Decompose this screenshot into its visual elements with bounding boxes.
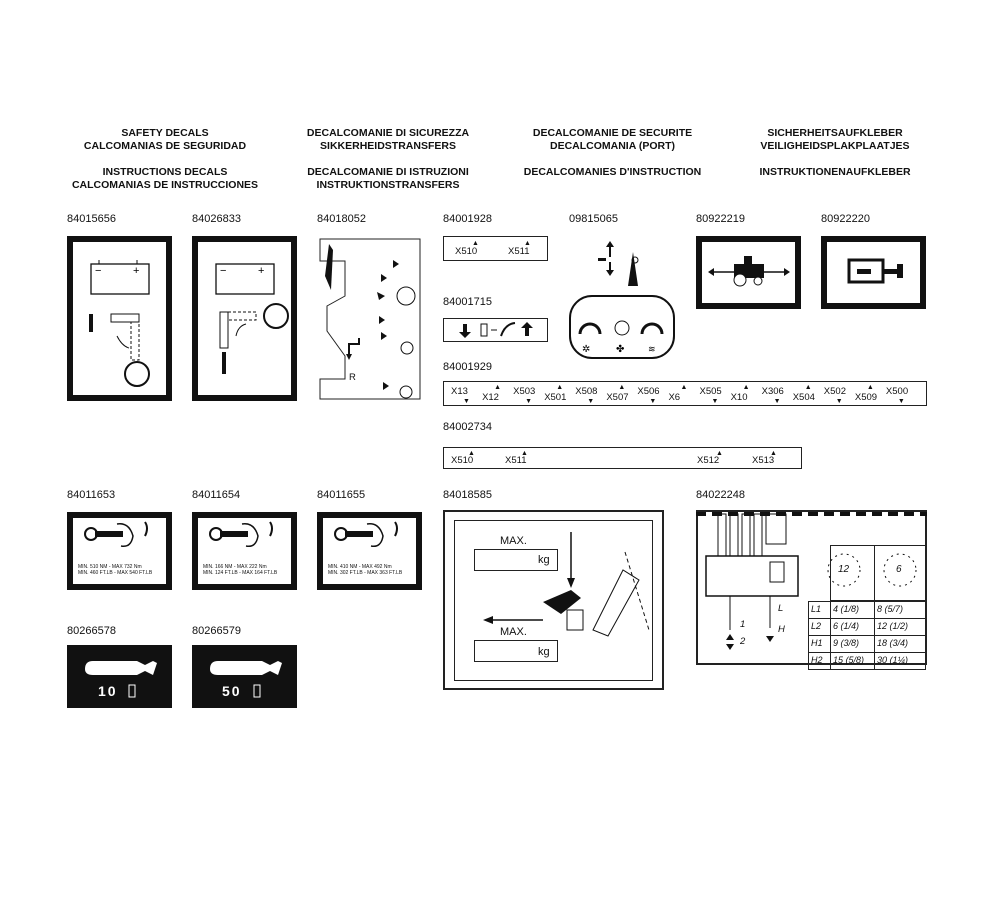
part-number: 84002734 xyxy=(443,421,492,433)
marker-icon: ▼ xyxy=(649,398,657,405)
combine-icon xyxy=(696,236,801,309)
table-cell: 8 (5/7) xyxy=(877,604,904,614)
marker-icon: ▲ xyxy=(494,384,501,391)
hour-label: 12 xyxy=(838,564,850,575)
header-instr-it-no: DECALCOMANIE DI ISTRUZIONI INSTRUKTIONSTRANSFERS xyxy=(307,166,469,191)
connector-label: X512 xyxy=(697,455,720,466)
part-number: 84011655 xyxy=(317,489,366,501)
torque-spec: MIN. 166 NM - MAX 222 Nm MIN. 124 FT.LB - MAX 164 FT.LB xyxy=(203,564,278,576)
battery-disconnect-icon xyxy=(192,236,297,401)
table-cell: 6 (1/4) xyxy=(833,621,860,631)
connector-label: X511 xyxy=(508,246,530,257)
part-number: 84015656 xyxy=(67,213,116,225)
marker-icon: ▲ xyxy=(556,384,564,391)
part-number: 84018052 xyxy=(317,213,366,225)
svg-text:✤: ✤ xyxy=(616,344,625,355)
climate-control-decal xyxy=(560,236,680,361)
hitch-icon xyxy=(443,510,664,690)
header-safety-en-es: SAFETY DECALS CALCOMANIAS DE SEGURIDAD xyxy=(83,127,247,152)
fuel-amount: 10 xyxy=(98,683,118,699)
svg-text:−: − xyxy=(220,265,227,277)
marker-label: L xyxy=(778,603,784,614)
part-number: 84022248 xyxy=(696,489,745,501)
marker-icon: ▼ xyxy=(897,398,905,405)
part-number: 84011654 xyxy=(192,489,241,501)
wrench-icon xyxy=(192,512,297,590)
table-row xyxy=(808,652,926,670)
marker-icon: ▲ xyxy=(716,450,723,457)
table-divider xyxy=(874,635,875,653)
table-divider xyxy=(830,635,831,653)
header-safety-it-no: DECALCOMANIE DI SICUREZZA SIKKERHEIDSTRANSFERS xyxy=(306,127,470,152)
table-cell: 18 (3/4) xyxy=(877,638,909,648)
connector-label: X506 xyxy=(637,386,660,397)
reverse-label: R xyxy=(349,372,356,383)
table-divider xyxy=(874,618,875,636)
marker-icon: ▼ xyxy=(587,398,595,405)
part-number: 84018585 xyxy=(443,489,492,501)
connector-label: X511 xyxy=(505,455,527,466)
connector-label: X10 xyxy=(730,392,748,403)
connector-label: X501 xyxy=(544,392,567,403)
svg-text:+: + xyxy=(258,265,265,277)
table-cell: 15 (5/8) xyxy=(833,655,865,665)
marker-label: 1 xyxy=(740,619,746,630)
table-divider xyxy=(874,601,875,619)
marker-icon: ▲ xyxy=(618,384,626,391)
table-divider xyxy=(830,618,831,636)
marker-label: H xyxy=(778,624,785,635)
table-cell: 30 (1¼) xyxy=(877,655,909,665)
marker-icon: ▲ xyxy=(680,384,688,391)
connector-label: X503 xyxy=(513,386,536,397)
part-number: 09815065 xyxy=(569,213,618,225)
connector-label: X12 xyxy=(482,392,499,403)
table-row xyxy=(808,601,926,619)
marker-icon: ▼ xyxy=(835,398,843,405)
header-instr-de: INSTRUKTIONENAUFKLEBER xyxy=(759,166,911,178)
part-number: 84001929 xyxy=(443,361,492,373)
unit-label: kg xyxy=(538,554,550,566)
connector-label: X13 xyxy=(451,386,468,397)
header-safety-fr-pt: DECALCOMANIE DE SECURITE DECALCOMANIA (PORT) xyxy=(532,127,693,152)
canister-icon xyxy=(67,645,172,708)
max-label: MAX. xyxy=(500,535,527,547)
part-number: 84001715 xyxy=(443,296,492,308)
table-row xyxy=(808,635,926,653)
svg-text:≋: ≋ xyxy=(648,345,656,355)
table-divider xyxy=(874,545,875,601)
wrench-icon xyxy=(67,512,172,590)
battery-icon xyxy=(67,236,172,401)
connector-label: X510 xyxy=(455,246,478,257)
marker-icon: ▲ xyxy=(866,384,874,391)
header-instr-fr: DECALCOMANIES D'INSTRUCTION xyxy=(523,166,702,178)
connector-label: X6 xyxy=(668,392,681,403)
connector-label: X509 xyxy=(854,392,878,403)
tank-unload-icon xyxy=(821,236,926,309)
table-cell: 4 (1/8) xyxy=(833,604,860,614)
connector-label: X505 xyxy=(699,386,722,397)
marker-icon: ▼ xyxy=(773,398,781,405)
marker-icon: ▲ xyxy=(804,384,812,391)
marker-icon: ▲ xyxy=(742,384,750,391)
marker-icon: ▼ xyxy=(525,398,533,405)
table-cell: H2 xyxy=(811,655,823,665)
connector-label: X510 xyxy=(451,455,474,466)
wrench-icon xyxy=(317,512,422,590)
table-cell: 9 (3/8) xyxy=(833,638,860,648)
connector-label: X502 xyxy=(823,386,846,397)
cab-layout-decal xyxy=(317,236,423,401)
hour-label: 6 xyxy=(896,564,902,575)
part-number: 80266578 xyxy=(67,625,116,637)
marker-label: 2 xyxy=(740,636,746,647)
part-number: 84001928 xyxy=(443,213,492,225)
table-cell: 12 (1/2) xyxy=(877,621,909,631)
torque-spec: MIN. 410 NM - MAX 492 Nm MIN. 302 FT.LB - MAX 363 FT.LB xyxy=(328,564,403,576)
connector-label: X504 xyxy=(792,392,815,403)
table-cell: H1 xyxy=(811,638,823,648)
connector-strip-84002734 xyxy=(443,447,802,469)
torque-spec: MIN. 510 NM - MAX 732 Nm MIN. 460 FT.LB - MAX 540 FT.LB xyxy=(78,564,153,576)
fuel-amount: 50 xyxy=(222,683,242,699)
part-number: 84011653 xyxy=(67,489,116,501)
marker-icon: ▲ xyxy=(468,450,475,457)
connector-label: X508 xyxy=(575,386,598,397)
table-divider xyxy=(874,652,875,670)
svg-text:✲: ✲ xyxy=(582,344,591,355)
part-number: 80922220 xyxy=(821,213,870,225)
connector-label: X500 xyxy=(885,386,909,397)
connector-label: X306 xyxy=(761,386,784,397)
part-number: 80922219 xyxy=(696,213,745,225)
hydraulic-control-strip xyxy=(443,318,548,342)
part-number: 80266579 xyxy=(192,625,241,637)
table-cell: L1 xyxy=(811,604,822,614)
unit-label: kg xyxy=(538,646,550,658)
table-divider xyxy=(830,652,831,670)
table-cell: L2 xyxy=(811,621,822,631)
marker-icon: ▼ xyxy=(463,398,470,405)
header-instr-en-es: INSTRUCTIONS DECALS CALCOMANIAS DE INSTRUCCIONES xyxy=(71,166,259,191)
part-number: 84026833 xyxy=(192,213,241,225)
table-divider xyxy=(830,601,831,619)
marker-icon: ▲ xyxy=(521,450,528,457)
marker-icon: ▲ xyxy=(770,450,777,457)
marker-icon: ▼ xyxy=(711,398,719,405)
header-safety-de-nl: SICHERHEITSAUFKLEBER VEILIGHEIDSPLAKPLAATJES xyxy=(760,127,910,152)
svg-text:−: − xyxy=(95,265,102,277)
table-row xyxy=(808,618,926,636)
marker-icon: ▲ xyxy=(472,240,479,247)
svg-text:+: + xyxy=(133,265,140,277)
max-label: MAX. xyxy=(500,626,527,638)
connector-label: X507 xyxy=(606,392,629,403)
connector-label: X513 xyxy=(752,455,775,466)
marker-icon: ▲ xyxy=(524,240,531,247)
canister-icon xyxy=(192,645,297,708)
